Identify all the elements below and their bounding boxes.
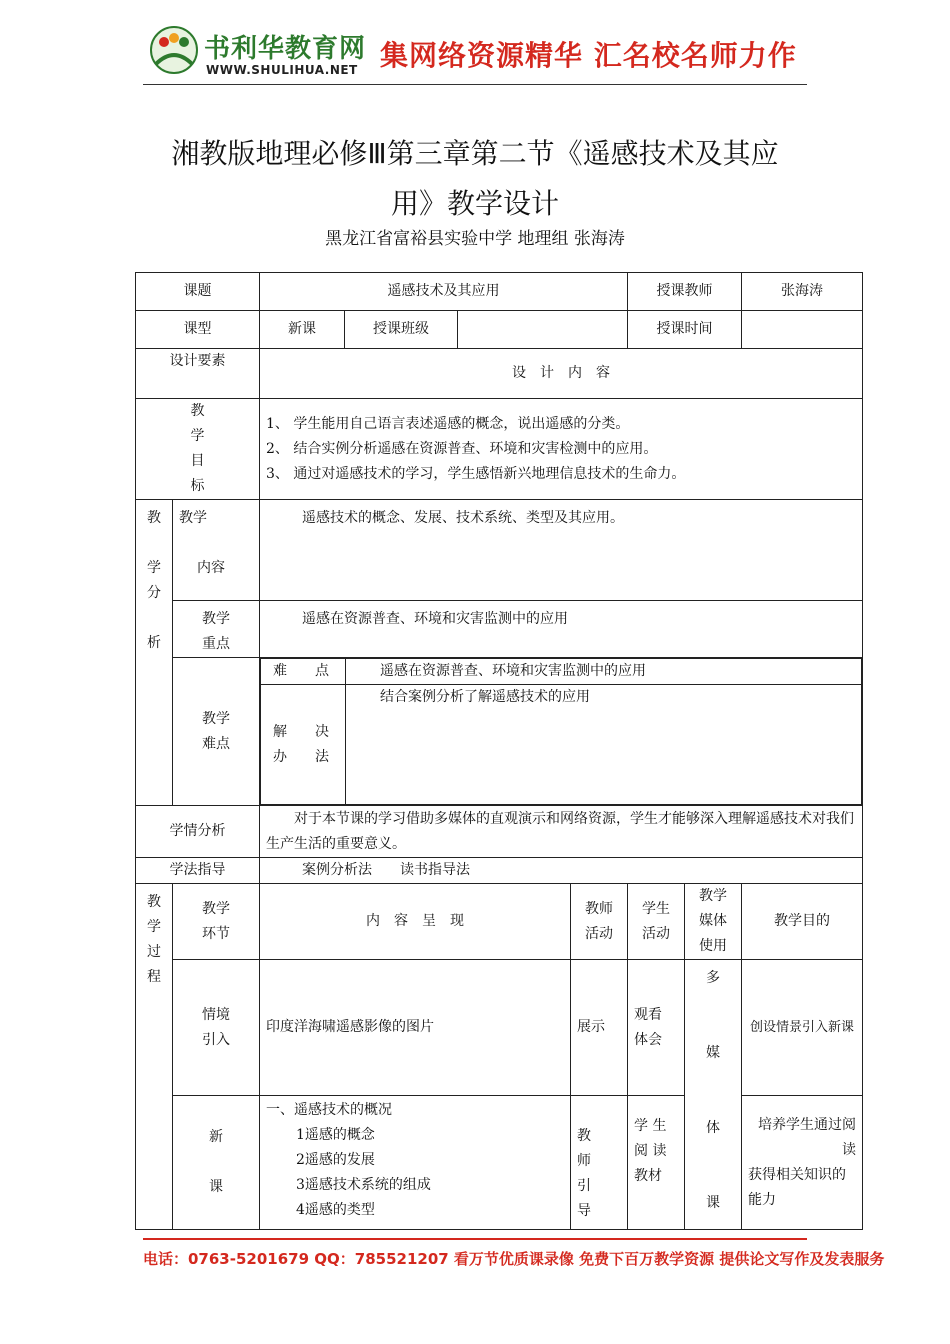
stage-intro-2: 引入 [202, 1031, 230, 1048]
footer-divider [143, 1238, 807, 1240]
header-media-3: 使用 [699, 938, 727, 954]
teacher-char: 师 [577, 1153, 591, 1169]
class-value [458, 311, 628, 349]
label-teaching-content-1: 教学 [179, 510, 207, 526]
teacher-value: 张海涛 [742, 273, 863, 311]
goal-item: 2、 结合实例分析遥感在资源普查、环境和灾害检测中的应用。 [266, 440, 658, 457]
label-key-point-1: 教学 [202, 611, 230, 627]
stage-intro [173, 960, 260, 1096]
media-usage [685, 960, 742, 1230]
label-lesson-type: 课型 [136, 311, 260, 349]
header-stage-1: 教学 [202, 900, 230, 917]
analysis-char: 教 [147, 510, 161, 526]
intro-student-2: 体会 [634, 1031, 662, 1048]
label-solution-2: 办 法 [273, 748, 329, 765]
header-stage-2: 环节 [202, 925, 230, 942]
document-title-line-1: 湘教版地理必修Ⅲ第三章第二节《遥感技术及其应 [171, 137, 779, 170]
label-design-elements: 设计要素 [136, 349, 260, 399]
label-teaching-content-2: 内容 [197, 560, 225, 576]
new-lesson-content [260, 1096, 571, 1230]
document-author: 黑龙江省富裕县实验中学 地理组 张海涛 [325, 229, 625, 249]
intro-goal: 创设情景引入新课 [742, 960, 863, 1096]
goal-line: 培养学生通过阅读 [758, 1116, 856, 1158]
process-char: 学 [147, 919, 161, 935]
intro-student-activity [628, 960, 685, 1096]
goal-char: 目 [190, 453, 205, 469]
study-method: 案例分析法 读书指导法 [260, 858, 863, 884]
analysis-char: 学 [147, 560, 161, 576]
label-difficult-point-1: 教学 [202, 710, 230, 727]
teaching-content: 遥感技术的概念、发展、技术系统、类型及其应用。 [260, 500, 863, 601]
site-slogan: 集网络资源精华 汇名校名师力作 [380, 39, 797, 72]
intro-teacher-activity: 展示 [571, 960, 628, 1096]
label-design-content: 设 计 内 容 [260, 349, 863, 399]
process-char: 程 [147, 969, 161, 985]
header-media-2: 媒体 [699, 913, 727, 929]
label-class: 授课班级 [345, 311, 458, 349]
label-key-point [173, 601, 260, 658]
header-teacher-activity [571, 884, 628, 960]
goal-char: 标 [190, 478, 205, 494]
goal-line: 获得相关知识的能力 [748, 1166, 846, 1208]
intro-content: 印度洋海啸遥感影像的图片 [260, 960, 571, 1096]
site-url[interactable]: WWW.SHULIHUA.NET [206, 63, 358, 77]
student-line: 学 生 [634, 1118, 667, 1134]
content-line: 一、遥感技术的概况 [266, 1102, 392, 1118]
stage-new-lesson [173, 1096, 260, 1230]
key-point: 遥感在资源普查、环境和灾害监测中的应用 [260, 601, 863, 658]
label-solution [261, 685, 346, 805]
teaching-goals [260, 399, 863, 500]
goal-char: 教 [190, 403, 205, 419]
label-study-method: 学法指导 [136, 858, 260, 884]
goal-item: 3、 通过对遥感技术的学习，学生感悟新兴地理信息技术的生命力。 [266, 465, 686, 482]
document-title-line-2: 用》教学设计 [390, 187, 559, 220]
header-teacher-2: 活动 [585, 925, 613, 942]
teacher-char: 引 [577, 1178, 591, 1194]
topic-value: 遥感技术及其应用 [260, 273, 628, 311]
stage-new-2: 课 [209, 1179, 223, 1195]
header-goal: 教学目的 [742, 884, 863, 960]
label-student-analysis: 学情分析 [136, 806, 260, 858]
label-teacher: 授课教师 [628, 273, 742, 311]
content-line: 1遥感的概念 [296, 1127, 375, 1143]
header-student-1: 学生 [642, 900, 670, 917]
site-name: 书利华教育网 [204, 34, 367, 64]
header-media [685, 884, 742, 960]
difficulty-value: 遥感在资源普查、环境和灾害监测中的应用 [346, 659, 862, 685]
label-teaching-analysis [136, 500, 173, 806]
site-logo-icon [150, 26, 198, 74]
header-teacher-1: 教师 [585, 900, 613, 917]
label-topic: 课题 [136, 273, 260, 311]
analysis-char: 析 [147, 635, 161, 651]
header-media-1: 教学 [699, 888, 727, 904]
label-teaching-process [136, 884, 173, 1230]
solution-value: 结合案例分析了解遥感技术的应用 [346, 685, 862, 805]
new-student-activity [628, 1096, 685, 1230]
time-value [742, 311, 863, 349]
media-char: 媒 [706, 1045, 720, 1061]
goal-char: 学 [190, 428, 205, 444]
content-line: 4遥感的类型 [296, 1202, 375, 1218]
header-student-activity [628, 884, 685, 960]
student-line: 教材 [634, 1168, 662, 1184]
label-difficult-point [173, 658, 260, 806]
content-line: 3遥感技术系统的组成 [296, 1177, 431, 1193]
footer-contact: 电话：0763-5201679 QQ：785521207 看万节优质课录像 免费下百万教学资源 提供论文写作及发表服务 [143, 1250, 885, 1268]
process-char: 过 [147, 944, 161, 960]
process-char: 教 [147, 894, 161, 910]
label-key-point-2: 重点 [202, 636, 230, 652]
goal-item: 1、 学生能用自己语言表述遥感的概念，说出遥感的分类。 [266, 415, 630, 432]
label-solution-1: 解 决 [273, 723, 329, 740]
stage-intro-1: 情境 [202, 1006, 230, 1023]
teacher-char: 教 [577, 1128, 591, 1144]
label-teaching-goals [136, 399, 260, 500]
label-time: 授课时间 [628, 311, 742, 349]
header-divider [143, 84, 807, 85]
new-teacher-activity [571, 1096, 628, 1230]
header-student-2: 活动 [642, 925, 670, 942]
intro-student-1: 观看 [634, 1006, 662, 1023]
media-char: 课 [706, 1195, 720, 1211]
difficulty-block [260, 658, 863, 806]
content-line: 2遥感的发展 [296, 1152, 375, 1168]
new-goal [742, 1096, 863, 1230]
student-line: 阅 读 [634, 1143, 667, 1159]
label-teaching-content [173, 500, 260, 601]
header-stage [173, 884, 260, 960]
label-difficult-point-2: 难点 [202, 735, 230, 752]
media-char: 多 [706, 970, 720, 986]
header-content: 内 容 呈 现 [260, 884, 571, 960]
analysis-char: 分 [147, 585, 161, 601]
teacher-char: 导 [577, 1203, 591, 1219]
label-difficulty: 难 点 [261, 659, 346, 685]
stage-new-1: 新 [209, 1129, 223, 1145]
lesson-plan-table [135, 272, 863, 1230]
lesson-type-value: 新课 [260, 311, 345, 349]
student-analysis: 对于本节课的学习借助多媒体的直观演示和网络资源，学生才能够深入理解遥感技术对我们生产生活的重要意义。 [260, 806, 863, 858]
media-char: 体 [706, 1120, 720, 1136]
